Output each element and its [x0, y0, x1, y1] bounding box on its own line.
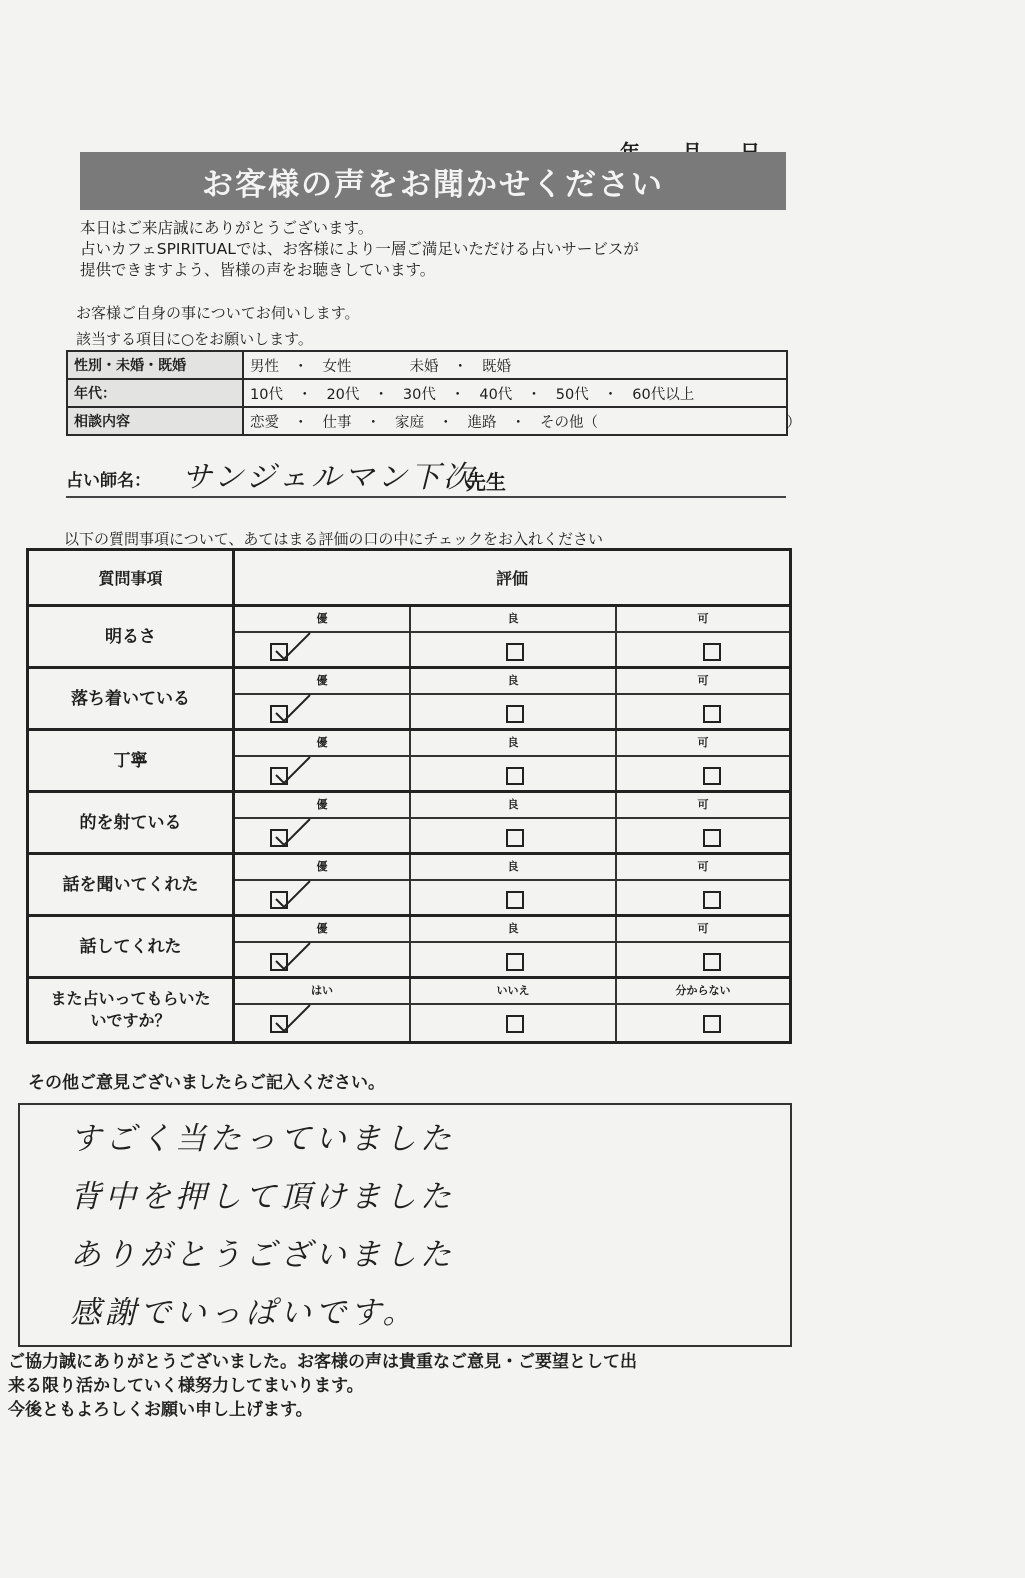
rating-option-label: 良: [411, 793, 615, 819]
rating-option: [411, 917, 617, 976]
fortune-teller-row: [66, 458, 786, 498]
rating-checkbox[interactable]: [506, 891, 524, 909]
comment-line: 感謝でいっぱいです。: [70, 1295, 418, 1331]
rating-checkbox[interactable]: [506, 829, 524, 847]
closing-line: ご協力誠にありがとうございました。お客様の声は貴重なご意見・ご要望として出: [8, 1352, 637, 1372]
rating-option: [411, 793, 617, 852]
rating-checkbox[interactable]: [703, 891, 721, 909]
rating-option: [235, 979, 411, 1041]
comments-box[interactable]: [18, 1103, 792, 1347]
rating-row: [29, 979, 789, 1041]
rating-row: [29, 669, 789, 731]
rating-option: [617, 731, 789, 790]
closing-line: 来る限り活かしていく様努力してまいります。: [8, 1376, 364, 1396]
comment-line: すごく当たっていました: [70, 1121, 455, 1157]
rating-option-label: 優: [235, 793, 409, 819]
rating-row: [29, 607, 789, 669]
rating-question: また占いってもらいたいですか？: [29, 979, 235, 1041]
rating-checkbox[interactable]: [506, 643, 524, 661]
rating-option-label: 優: [235, 731, 409, 757]
profile-note: お客様ご自身の事についてお伺いします。: [76, 304, 360, 322]
comment-line: 背中を押して頂けました: [70, 1179, 455, 1215]
rating-checkbox[interactable]: [270, 1015, 288, 1033]
rating-option-label: 優: [235, 917, 409, 943]
profile-label: 年代：: [67, 379, 243, 407]
rating-checkbox[interactable]: [703, 705, 721, 723]
rating-question: 話してくれた: [29, 917, 235, 976]
rating-option: [235, 917, 411, 976]
rating-option-label: 可: [617, 669, 789, 695]
rating-row: [29, 793, 789, 855]
rating-option-label: 分からない: [617, 979, 789, 1005]
rating-option-label: 可: [617, 855, 789, 881]
rating-checkbox[interactable]: [703, 767, 721, 785]
rating-question: 的を射ている: [29, 793, 235, 852]
rating-checkbox[interactable]: [703, 643, 721, 661]
rating-option: [411, 855, 617, 914]
rating-checkbox[interactable]: [703, 953, 721, 971]
rating-question: 落ち着いている: [29, 669, 235, 728]
rating-option-label: 良: [411, 669, 615, 695]
rating-option: [617, 607, 789, 666]
rating-option-label: 可: [617, 793, 789, 819]
profile-options[interactable]: 恋愛 ・ 仕事 ・ 家庭 ・ 進路 ・ その他（ ）: [243, 407, 787, 435]
rating-checkbox[interactable]: [506, 767, 524, 785]
rating-option: [235, 793, 411, 852]
page-title: お客様の声をお聞かせください: [80, 152, 786, 210]
rating-option-label: いいえ: [411, 979, 615, 1005]
rating-instruction: 以下の質問事項について、あてはまる評価の口の中にチェックをお入れください: [64, 530, 603, 548]
rating-option-label: 可: [617, 731, 789, 757]
profile-instruction: 該当する項目に○をお願いします。: [76, 330, 313, 348]
rating-checkbox[interactable]: [506, 1015, 524, 1033]
intro-text: [80, 218, 800, 281]
rating-checkbox[interactable]: [506, 705, 524, 723]
profile-label: 性別・未婚・既婚: [67, 351, 243, 379]
rating-option: [235, 731, 411, 790]
rating-option: [411, 607, 617, 666]
rating-option-label: 良: [411, 917, 615, 943]
rating-option: [617, 793, 789, 852]
profile-options[interactable]: 男性 ・ 女性 未婚 ・ 既婚: [243, 351, 787, 379]
rating-option: [617, 979, 789, 1041]
fortune-teller-suffix: 先生: [466, 470, 506, 494]
comment-line: ありがとうございました: [70, 1237, 455, 1273]
rating-checkbox[interactable]: [270, 953, 288, 971]
rating-row: [29, 855, 789, 917]
rating-option-label: 良: [411, 855, 615, 881]
rating-option-label: 良: [411, 607, 615, 633]
rating-option: [617, 855, 789, 914]
closing-text: [8, 1350, 808, 1422]
rating-question: 丁寧: [29, 731, 235, 790]
rating-option: [235, 669, 411, 728]
rating-option: [411, 979, 617, 1041]
rating-table: [26, 548, 792, 1044]
intro-line: 本日はご来店誠にありがとうございます。: [80, 219, 374, 237]
rating-option-label: 優: [235, 669, 409, 695]
comments-label: その他ご意見ございましたらご記入ください。: [28, 1073, 385, 1093]
profile-row-age: [67, 379, 787, 407]
rating-question: 話を聞いてくれた: [29, 855, 235, 914]
closing-line: 今後ともよろしくお願い申し上げます。: [8, 1400, 313, 1420]
rating-option: [235, 855, 411, 914]
rating-option-label: 良: [411, 731, 615, 757]
rating-option-label: 可: [617, 607, 789, 633]
rating-checkbox[interactable]: [270, 705, 288, 723]
profile-options[interactable]: 10代 ・ 20代 ・ 30代 ・ 40代 ・ 50代 ・ 60代以上: [243, 379, 787, 407]
intro-line: 占いカフェSPIRITUALでは、お客様により一層ご満足いただける占いサービスが: [80, 240, 639, 258]
rating-header-eval: 評価: [235, 551, 789, 607]
rating-question: 明るさ: [29, 607, 235, 666]
rating-option: [617, 669, 789, 728]
rating-option: [617, 917, 789, 976]
rating-header-question: 質問事項: [29, 551, 235, 607]
profile-label: 相談内容: [67, 407, 243, 435]
intro-line: 提供できますよう、皆様の声をお聴きしています。: [80, 261, 436, 279]
fortune-teller-name[interactable]: サンジェルマン下次: [182, 460, 477, 495]
rating-option: [235, 607, 411, 666]
rating-checkbox[interactable]: [270, 767, 288, 785]
rating-option-label: 優: [235, 607, 409, 633]
rating-row: [29, 917, 789, 979]
rating-checkbox[interactable]: [506, 953, 524, 971]
rating-option: [411, 731, 617, 790]
rating-checkbox[interactable]: [270, 829, 288, 847]
profile-row-topic: [67, 407, 787, 435]
rating-option-label: 可: [617, 917, 789, 943]
rating-row: [29, 731, 789, 793]
rating-checkbox[interactable]: [703, 1015, 721, 1033]
rating-checkbox[interactable]: [703, 829, 721, 847]
profile-table: [66, 350, 801, 436]
rating-checkbox[interactable]: [270, 643, 288, 661]
profile-row-gender: [67, 351, 787, 379]
fortune-teller-label: 占い師名：: [66, 471, 151, 491]
rating-option-label: 優: [235, 855, 409, 881]
rating-option: [411, 669, 617, 728]
rating-checkbox[interactable]: [270, 891, 288, 909]
rating-option-label: はい: [235, 979, 409, 1005]
